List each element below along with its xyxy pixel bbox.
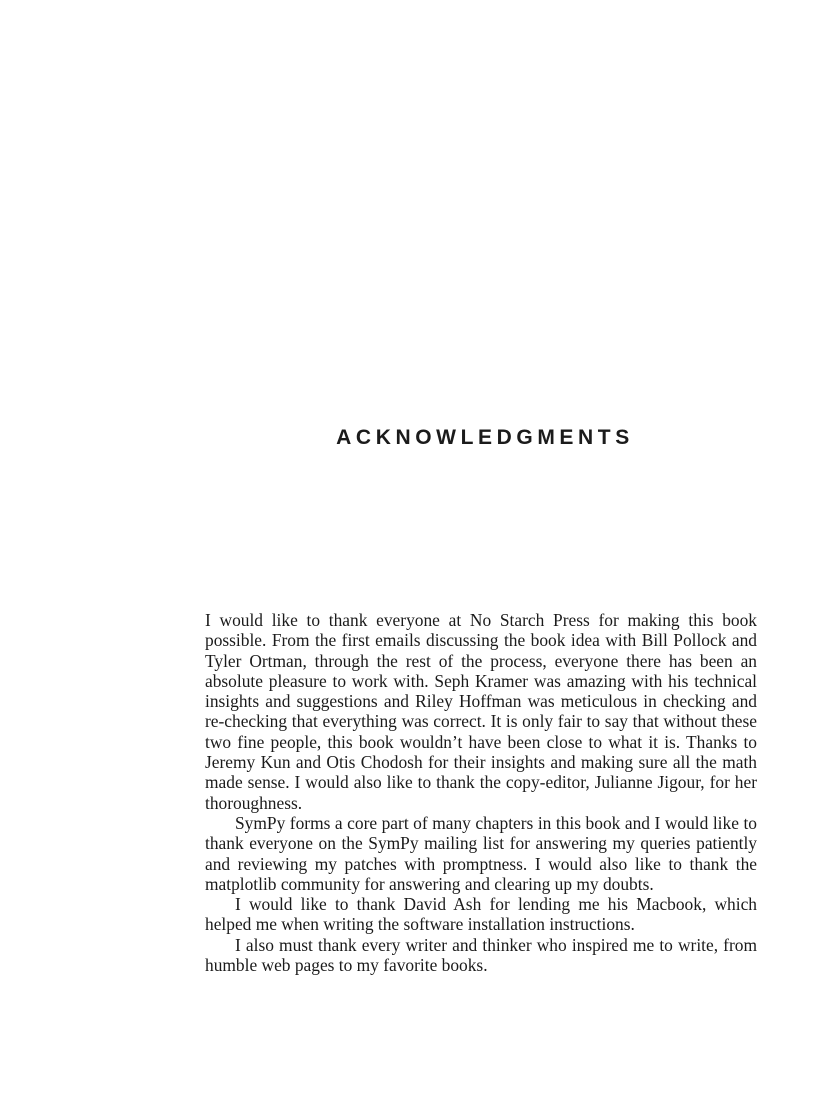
paragraph-sympy: SymPy forms a core part of many chapters in this book and I would like to thank everyone on the SymPy mailing list for answering my queries patiently and reviewing my patches with promptness. I would also like to thank the matplotlib community for answering and clearing up my doubts. bbox=[205, 812, 757, 894]
acknowledgments-body bbox=[205, 610, 757, 975]
chapter-title: ACKNOWLEDGMENTS bbox=[336, 426, 634, 449]
paragraph-writers: I also must thank every writer and thinker who inspired me to write, from humble web pages to my favorite books. bbox=[205, 934, 757, 976]
paragraph-no-starch: I would like to thank everyone at No Starch Press for making this book possible. From the first emails discussing the book idea with Bill Pollock and Tyler Ortman, through the rest of the process, everyone there has been an absolute pleasure to work with. Seph Kramer was amazing with his technical insights and suggestions and Riley Hoffman was meticulous in checking and re-checking that everything was correct. It is only fair to say that without these two fine people, this book wouldn’t have been close to what it is. Thanks to Jeremy Kun and Otis Chodosh for their insights and making sure all the math made sense. I would also like to thank the copy-editor, Julianne Jigour, for her thoroughness. bbox=[205, 610, 757, 813]
paragraph-david-ash: I would like to thank David Ash for lending me his Macbook, which helped me when writing the software installation instructions. bbox=[205, 894, 757, 935]
